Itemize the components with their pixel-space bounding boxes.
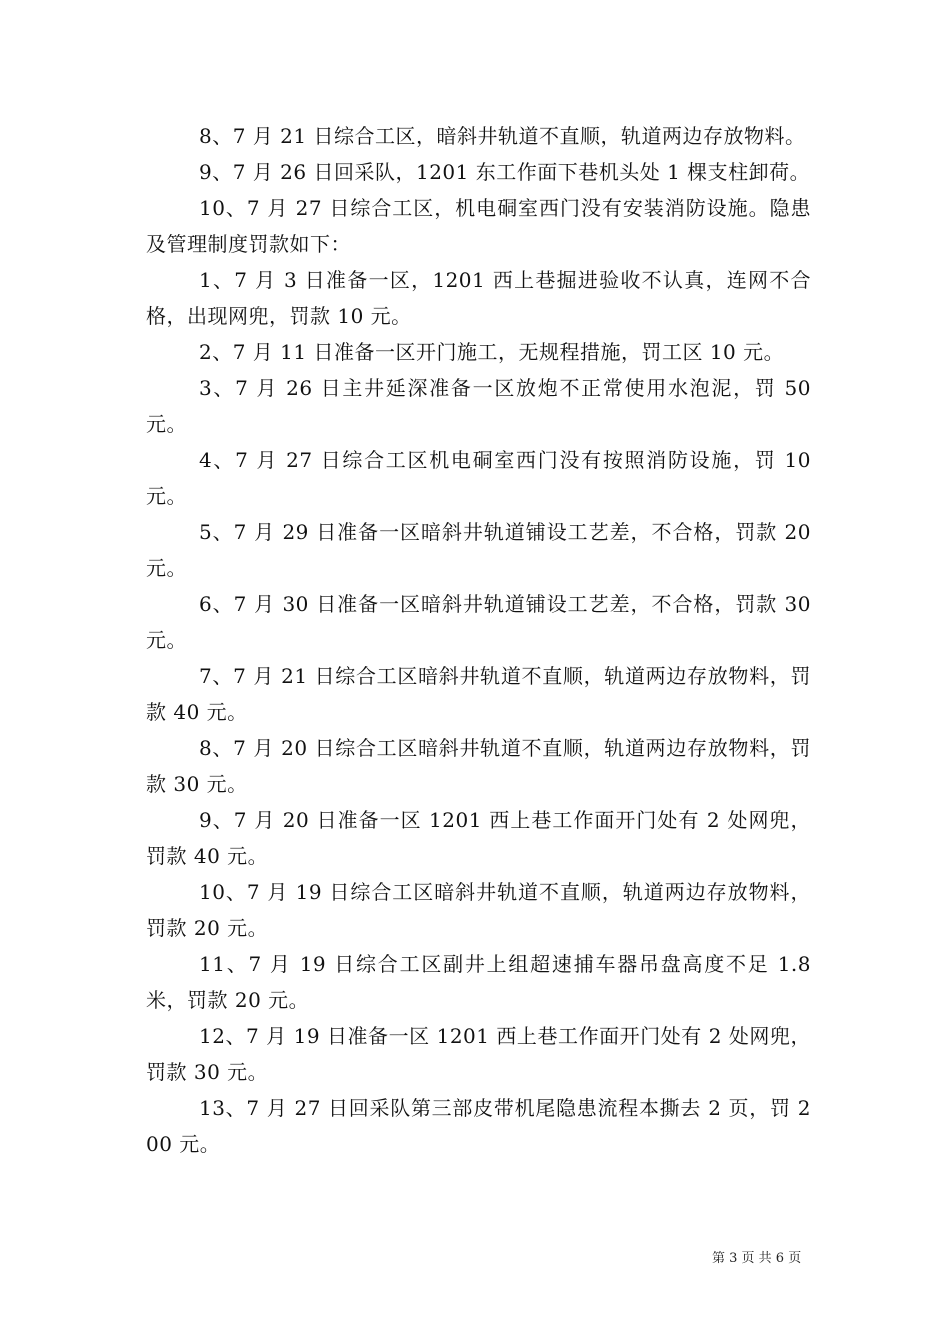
paragraph-3: 10、7 月 27 日综合工区，机电硐室西门没有安装消防设施。隐患及管理制度罚款如下： [146,196,811,256]
paragraph-1: 8、7 月 21 日综合工区，暗斜井轨道不直顺，轨道两边存放物料。 [199,124,806,148]
page-number: 第 3 页 共 6 页 [712,1251,802,1266]
paragraph-15: 12、7 月 19 日准备一区 1201 西上巷工作面开门处有 2 处网兜，罚款 30 元。 [146,1024,811,1084]
paragraph-16: 13、7 月 27 日回采队第三部皮带机尾隐患流程本撕去 2 页，罚 200 元。 [146,1096,811,1156]
paragraph-13: 10、7 月 19 日综合工区暗斜井轨道不直顺，轨道两边存放物料，罚款 20 元。 [146,880,811,940]
paragraph-11: 8、7 月 20 日综合工区暗斜井轨道不直顺，轨道两边存放物料，罚款 30 元。 [146,736,811,796]
paragraph-6: 3、7 月 26 日主井延深准备一区放炮不正常使用水泡泥，罚 50 元。 [146,376,811,436]
paragraph-14: 11、7 月 19 日综合工区副井上组超速捕车器吊盘高度不足 1.8 米，罚款 20 元。 [146,952,811,1012]
paragraph-9: 6、7 月 30 日准备一区暗斜井轨道铺设工艺差，不合格，罚款 30 元。 [146,592,811,652]
paragraph-8: 5、7 月 29 日准备一区暗斜井轨道铺设工艺差，不合格，罚款 20 元。 [146,520,811,580]
paragraph-5: 2、7 月 11 日准备一区开门施工，无规程措施，罚工区 10 元。 [199,340,785,364]
paragraph-12: 9、7 月 20 日准备一区 1201 西上巷工作面开门处有 2 处网兜，罚款 40 元。 [146,808,811,868]
document-body [146,118,811,1162]
paragraph-10: 7、7 月 21 日综合工区暗斜井轨道不直顺，轨道两边存放物料，罚款 40 元。 [146,664,811,724]
paragraph-7: 4、7 月 27 日综合工区机电硐室西门没有按照消防设施，罚 10 元。 [146,448,811,508]
paragraph-2: 9、7 月 26 日回采队，1201 东工作面下巷机头处 1 棵支柱卸荷。 [199,160,811,184]
paragraph-4: 1、7 月 3 日准备一区，1201 西上巷掘进验收不认真，连网不合格，出现网兜，罚款 10 元。 [146,268,811,328]
